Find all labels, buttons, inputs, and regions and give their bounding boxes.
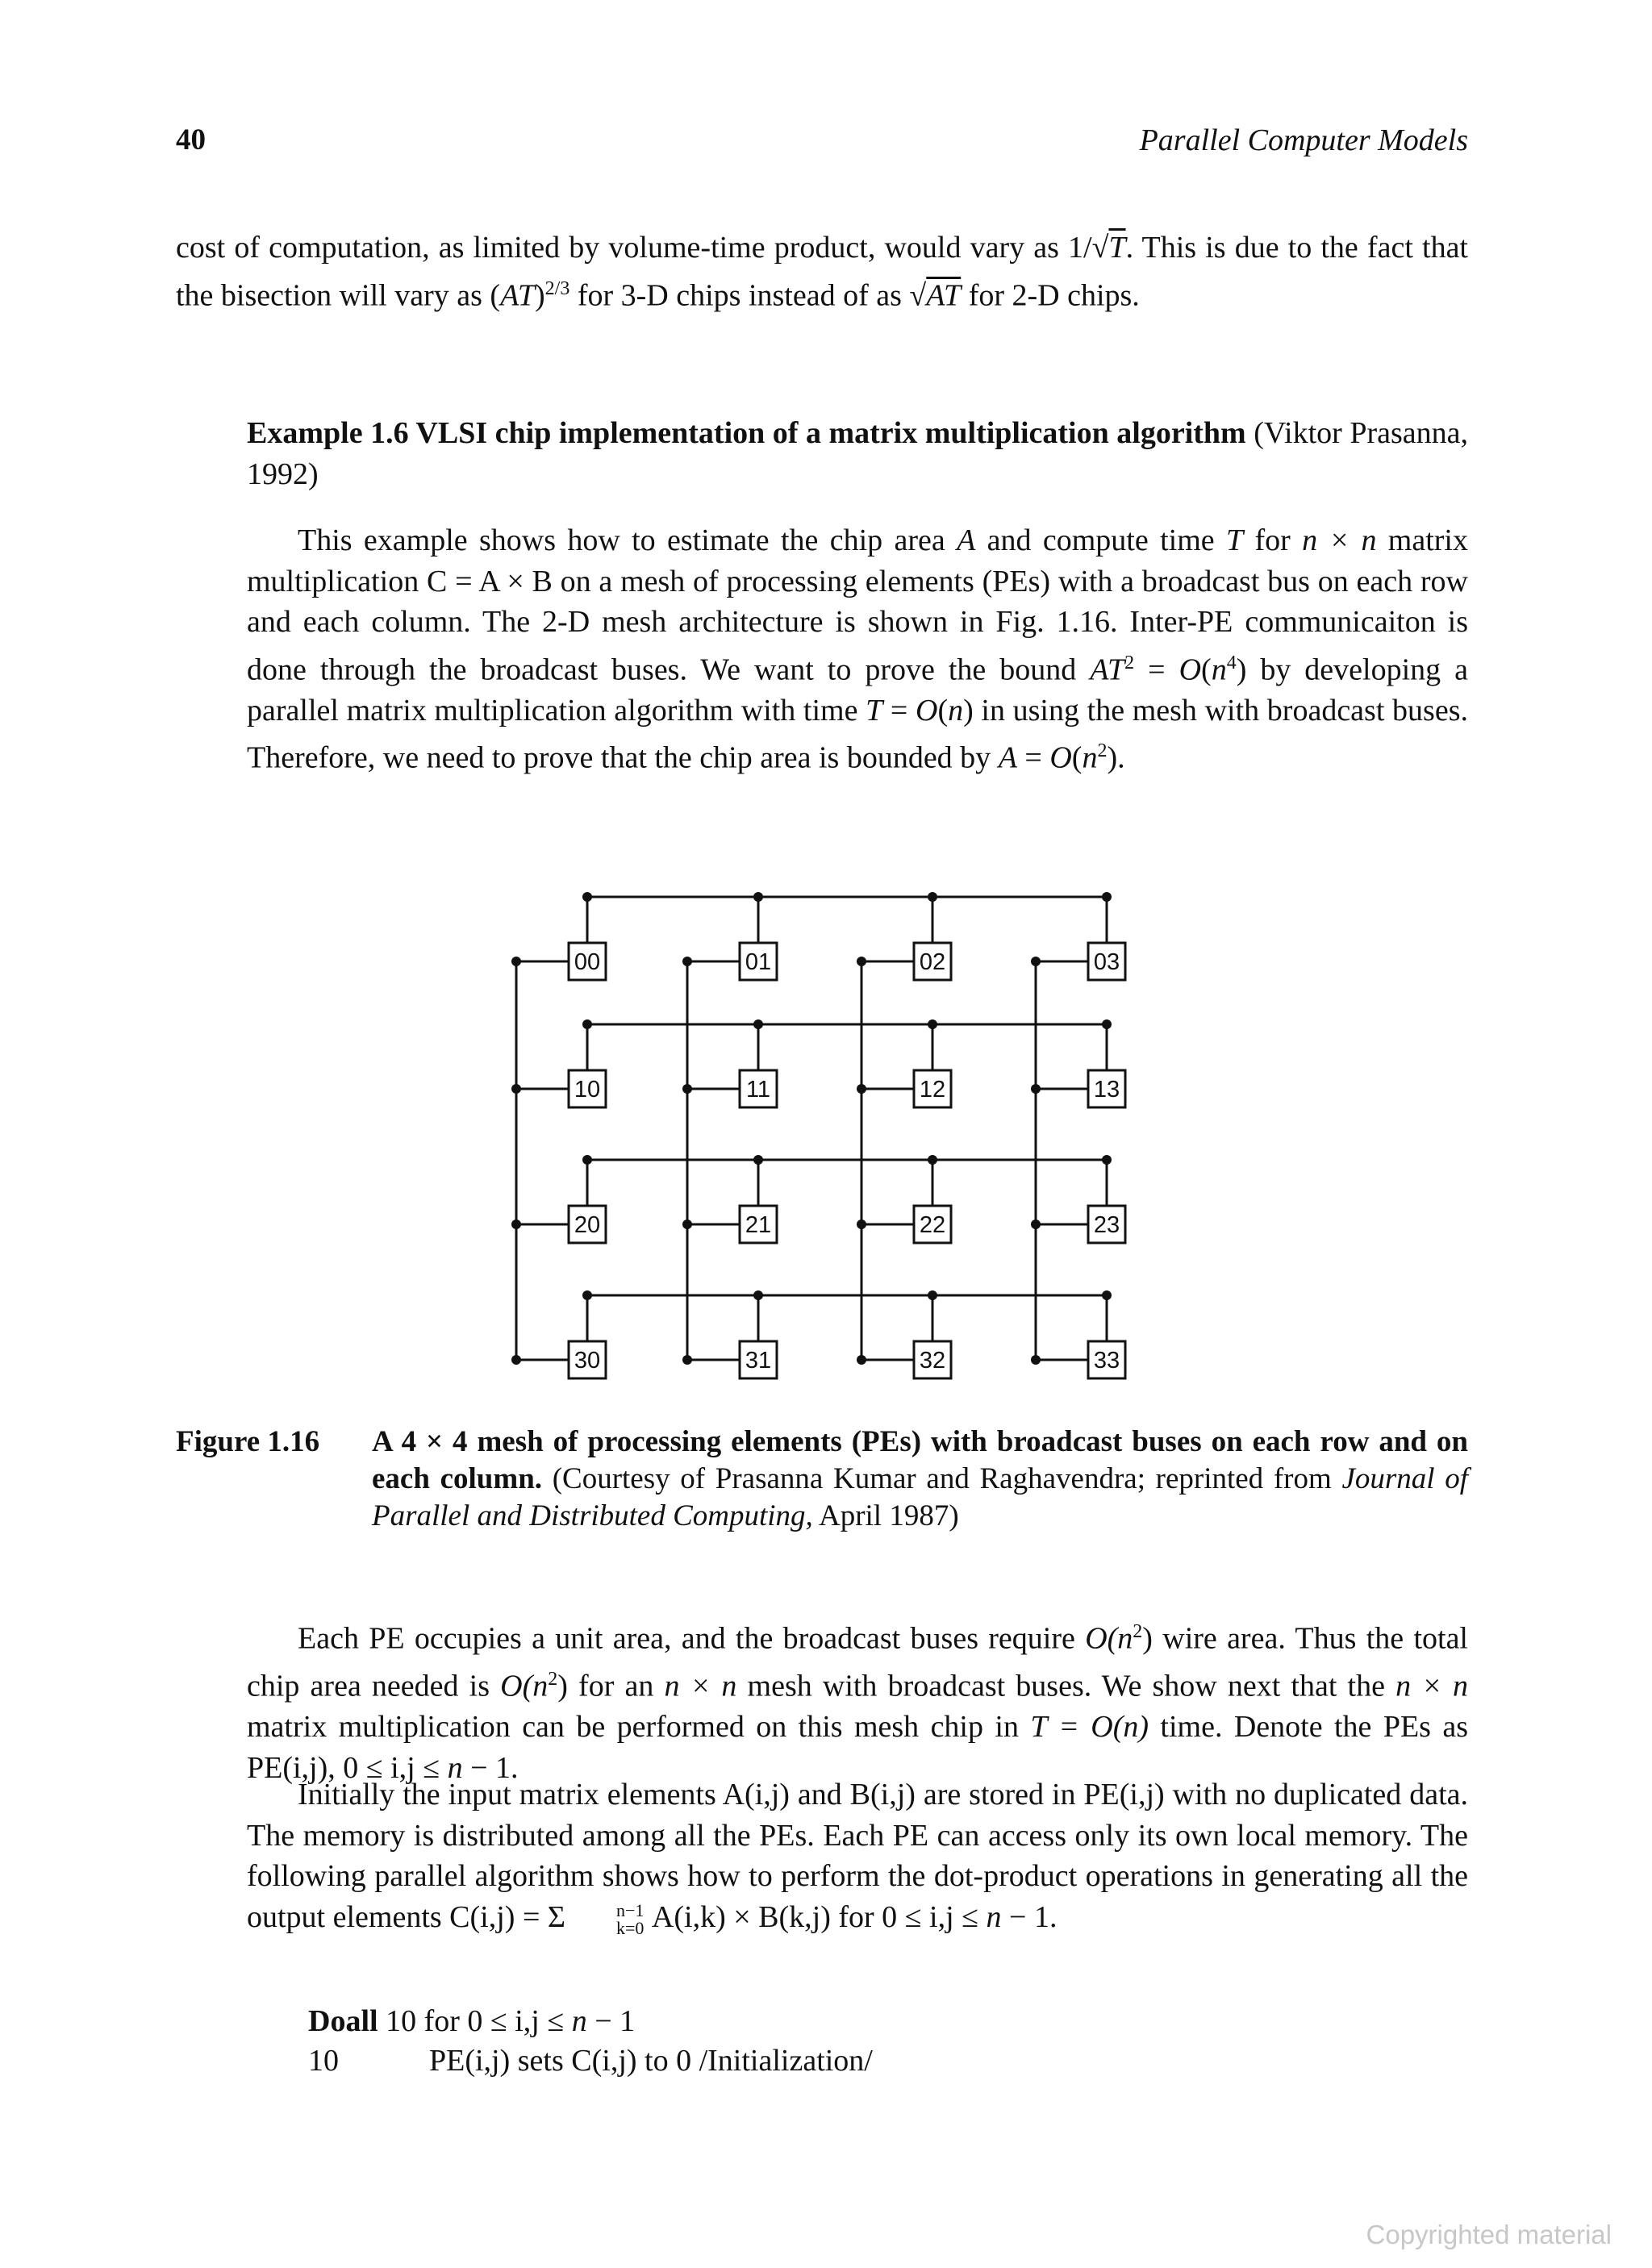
intro-paragraph: cost of computation, as limited by volume-time product, would vary as 1/√T. This is due to the fact that the bisection will vary as (AT)$^{2/3}$ for 3-D chips instead of as √AT for 2-D chips. [176, 231, 1468, 313]
pe-label-31: 31 [745, 1348, 772, 1374]
row-tap-30 [582, 1290, 592, 1300]
pe-label-20: 20 [574, 1212, 601, 1238]
pe-label-22: 22 [919, 1212, 946, 1238]
pe-label-11: 11 [745, 1077, 771, 1103]
pe-label-10: 10 [574, 1077, 601, 1103]
column-tap-22 [857, 1219, 866, 1229]
column-tap-10 [511, 1084, 521, 1094]
example-heading: Example 1.6 VLSI chip implementation of a matrix multiplication algorithm (Viktor Prasanna, 1992) [247, 416, 1468, 491]
figure-label: Figure 1.16 [176, 1425, 320, 1458]
running-head: Parallel Computer Models [1139, 123, 1468, 157]
pe-label-12: 12 [919, 1077, 946, 1103]
code-line-number: 10 [308, 2044, 339, 2078]
pe-label-30: 30 [574, 1348, 601, 1374]
column-tap-31 [682, 1355, 692, 1365]
row-tap-22 [928, 1155, 937, 1165]
page-number: 40 [176, 123, 206, 156]
row-tap-03 [1102, 892, 1112, 902]
pe-label-33: 33 [1093, 1348, 1120, 1374]
row-tap-23 [1102, 1155, 1112, 1165]
example-paragraph: This example shows how to estimate the chip area A and compute time T for n × n matrix multiplication C = A × B on a mesh of processing elements (PEs) with a broadcast bus on each row and each column. The 2-D mesh architecture is shown in Fig. 1.16. Inter-PE communicaiton is done through the broadcast buses. We want to prove the bound $AT^2 = O(n^4)$ by developing a parallel matrix multiplication algorithm with time T = O(n) in using the mesh with broadcast buses. Therefore, we need to prove that the chip area is bounded by $A = O(n^2)$. [247, 523, 1469, 775]
column-tap-02 [857, 957, 866, 966]
row-tap-33 [1102, 1290, 1112, 1300]
pe-label-21: 21 [745, 1212, 772, 1238]
code-statement: PE(i,j) sets C(i,j) to 0 /Initialization/ [429, 2044, 873, 2078]
row-tap-20 [582, 1155, 592, 1165]
copyright-watermark: Copyrighted material [1366, 2220, 1612, 2249]
column-tap-13 [1031, 1084, 1041, 1094]
column-tap-03 [1031, 957, 1041, 966]
pe-label-00: 00 [574, 949, 601, 975]
column-tap-11 [682, 1084, 692, 1094]
pe-label-13: 13 [1093, 1077, 1120, 1103]
pe-label-32: 32 [919, 1348, 946, 1374]
initialization-paragraph: Initially the input matrix elements A(i,j) and B(i,j) are stored in PE(i,j) with no duplicated data. The memory is distributed among all the PEs. Each PE can access only its own local memory. The following parallel algorithm shows how to perform the dot-product operations in generating all the output elements C(i,j) = Σ n−1 k=0 A(i,k) × B(k,j) for 0 ≤ i,j ≤ n − 1. [247, 1778, 1468, 1938]
figure-caption-body: A 4 × 4 mesh of processing elements (PEs) with broadcast buses on each row and on each column. (Courtesy of Prasanna Kumar and Raghavendra; reprinted from Journal of Parallel and Distributed Computing, April 1987) [372, 1425, 1469, 1532]
column-tap-33 [1031, 1355, 1041, 1365]
row-tap-21 [753, 1155, 763, 1165]
column-tap-21 [682, 1219, 692, 1229]
pe-label-02: 02 [919, 949, 946, 975]
row-tap-32 [928, 1290, 937, 1300]
pe-label-23: 23 [1093, 1212, 1120, 1238]
row-tap-02 [928, 892, 937, 902]
row-tap-31 [753, 1290, 763, 1300]
pe-label-03: 03 [1093, 949, 1120, 975]
pe-label-01: 01 [745, 949, 772, 975]
column-tap-01 [682, 957, 692, 966]
column-tap-00 [511, 957, 521, 966]
row-tap-10 [582, 1019, 592, 1029]
row-tap-12 [928, 1019, 937, 1029]
area-paragraph: Each PE occupies a unit area, and the broadcast buses require $O(n^2)$ wire area. Thus the total chip area needed is $O(n^2)$ for an n × n mesh with broadcast buses. We show next that the n × n matrix multiplication can be performed on this mesh chip in T = O(n) time. Denote the PEs as PE(i,j), 0 ≤ i,j ≤ n − 1. [247, 1621, 1469, 1785]
column-tap-30 [511, 1355, 521, 1365]
row-tap-01 [753, 892, 763, 902]
row-tap-13 [1102, 1019, 1112, 1029]
row-tap-11 [753, 1019, 763, 1029]
column-tap-32 [857, 1355, 866, 1365]
column-tap-23 [1031, 1219, 1041, 1229]
code-line-doall: Doall 10 for 0 ≤ i,j ≤ n − 1 [308, 2004, 636, 2038]
column-tap-20 [511, 1219, 521, 1229]
column-tap-12 [857, 1084, 866, 1094]
row-tap-00 [582, 892, 592, 902]
